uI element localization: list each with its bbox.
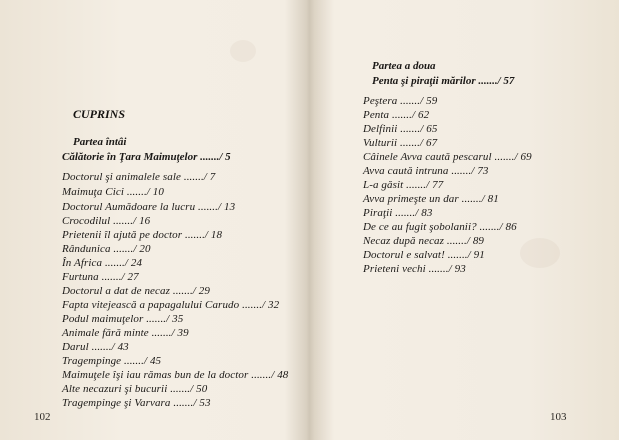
toc-entry: Furtuna ......./ 27 xyxy=(62,271,139,283)
toc-entry: Peştera ......./ 59 xyxy=(363,95,438,107)
toc-entry: De ce au fugit şobolanii? ......./ 86 xyxy=(363,221,517,233)
toc-entry: Doctorul e salvat! ......./ 91 xyxy=(363,249,485,261)
toc-entry: Rândunica ......./ 20 xyxy=(62,243,151,255)
left-page xyxy=(0,0,309,440)
toc-entry: Vulturii ......./ 67 xyxy=(363,137,438,149)
page-number: 103 xyxy=(550,411,567,423)
part-one-subtitle: Călătorie în Ţara Maimuţelor ......./ 5 xyxy=(62,151,231,163)
toc-entry: Podul maimuţelor ......./ 35 xyxy=(62,313,184,325)
toc-entry: Animale fără minte ......./ 39 xyxy=(62,327,189,339)
toc-entry: Necaz după necaz ......./ 89 xyxy=(363,235,485,247)
toc-entry: Câinele Avva caută pescarul ......./ 69 xyxy=(363,151,532,163)
toc-entry: Doctorul Aumădoare la lucru ......./ 13 xyxy=(62,201,236,213)
part-one-title: Partea întâi xyxy=(73,136,127,148)
toc-entry: Prietenii îl ajută pe doctor ......./ 18 xyxy=(62,229,223,241)
page-number: 102 xyxy=(34,411,51,423)
toc-entry: Doctorul a dat de necaz ......./ 29 xyxy=(62,285,211,297)
toc-entry: Darul ......./ 43 xyxy=(62,341,129,353)
toc-heading: CUPRINS xyxy=(73,107,126,121)
toc-entry: Alte necazuri şi bucurii ......./ 50 xyxy=(62,383,208,395)
toc-entry: L-a găsit ......./ 77 xyxy=(363,179,444,191)
toc-entry: Crocodilul ......./ 16 xyxy=(62,215,151,227)
toc-entry: Maimuţa Cici ......./ 10 xyxy=(62,186,165,198)
toc-entry: Piraţii ......./ 83 xyxy=(363,207,433,219)
toc-entry: Maimuţele îşi iau rămas bun de la doctor ......./ 48 xyxy=(62,369,289,381)
right-page xyxy=(310,0,619,440)
toc-entry: Fapta vitejească a papagalului Carudo ......./ 32 xyxy=(62,299,280,311)
part-two-subtitle: Penta şi piraţii mărilor ......./ 57 xyxy=(372,75,515,87)
toc-entry: În Africa ......./ 24 xyxy=(62,257,143,269)
toc-entry: Tragempinge şi Varvara ......./ 53 xyxy=(62,397,211,409)
toc-entry: Avva primeşte un dar ......./ 81 xyxy=(363,193,499,205)
toc-entry: Penta ......./ 62 xyxy=(363,109,430,121)
part-two-title: Partea a doua xyxy=(372,60,436,72)
toc-entry: Tragempinge ......./ 45 xyxy=(62,355,162,367)
toc-entry: Delfinii ......./ 65 xyxy=(363,123,438,135)
toc-entry: Avva caută intruna ......./ 73 xyxy=(363,165,489,177)
toc-entry: Prieteni vechi ......./ 93 xyxy=(363,263,466,275)
toc-entry: Doctorul şi animalele sale ......./ 7 xyxy=(62,171,216,183)
